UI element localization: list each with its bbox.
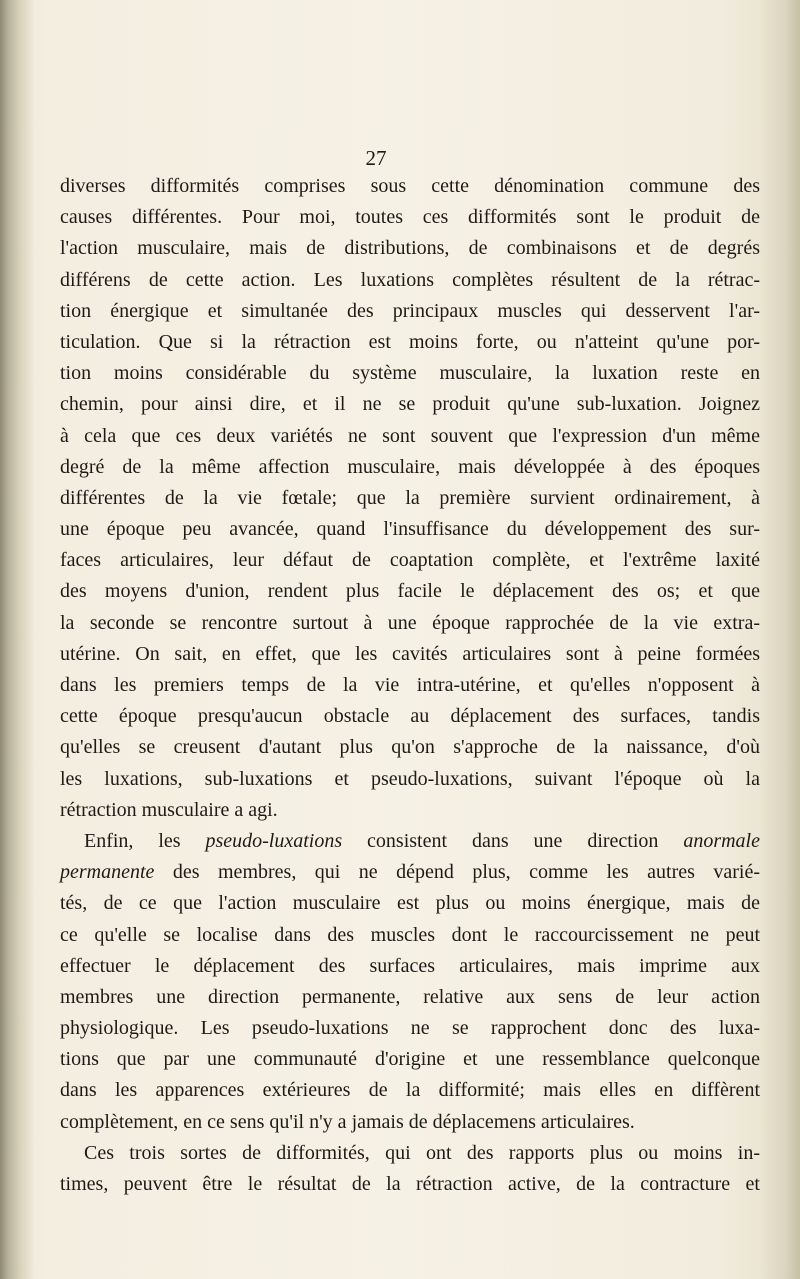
italic-term: pseudo-luxations <box>205 829 343 852</box>
text-line <box>60 1075 760 1106</box>
text-line <box>60 826 760 857</box>
text-segment: à cela que ces deux variétés ne sont souvent que l'expression d'un même <box>60 424 760 447</box>
text-line <box>60 171 760 202</box>
text-segment: physiologique. Les pseudo-luxations ne se rapprochent donc des luxa- <box>60 1017 760 1040</box>
text-segment: utérine. On sait, en effet, que les cavités articulaires sont à peine formées <box>60 642 760 665</box>
text-segment: une époque peu avancée, quand l'insuffisance du développement des sur- <box>60 518 760 541</box>
text-segment: ticulation. Que si la rétraction est moins forte, ou n'atteint qu'une por- <box>60 330 760 353</box>
text-line <box>60 732 760 763</box>
text-line <box>60 421 760 452</box>
text-line <box>60 857 760 888</box>
text-segment: les luxations, sub-luxations et pseudo-luxations, suivant l'époque où la <box>60 767 760 790</box>
text-line <box>60 670 760 701</box>
text-segment: cette époque presqu'aucun obstacle au déplacement des surfaces, tandis <box>60 705 760 728</box>
text-segment: diverses difformités comprises sous cette dénomination commune des <box>60 175 760 197</box>
text-segment: faces articulaires, leur défaut de coaptation complète, et l'extrême laxité <box>60 549 760 572</box>
text-line <box>60 701 760 732</box>
page-number: 27 <box>365 146 387 170</box>
page-edge-shadow <box>760 0 800 1279</box>
text-segment: dans les apparences extérieures de la difformité; mais elles en diffèrent <box>60 1079 760 1102</box>
text-line <box>60 233 760 264</box>
text-segment: tions que par une communauté d'origine et une ressemblance quelconque <box>60 1048 760 1071</box>
text-segment: times, peuvent être le résultat de la rétraction active, de la contracture et <box>60 1173 760 1195</box>
text-line <box>60 795 760 826</box>
text-line <box>60 296 760 327</box>
text-segment: effectuer le déplacement des surfaces articulaires, mais imprime aux <box>60 954 760 977</box>
text-line <box>60 920 760 951</box>
text-line <box>60 358 760 389</box>
text-segment: tés, de ce que l'action musculaire est plus ou moins énergique, mais de <box>60 892 760 915</box>
text-segment: causes différentes. Pour moi, toutes ces difformités sont le produit de <box>60 206 760 229</box>
text-segment: consistent dans une direction <box>342 829 684 852</box>
text-segment: des moyens d'union, rendent plus facile le déplacement des os; et que <box>60 580 760 603</box>
italic-term: anormale <box>683 829 760 852</box>
text-segment: Ces trois sortes de difformités, qui ont des rapports plus ou moins in- <box>84 1141 760 1164</box>
text-line <box>60 1138 760 1169</box>
body-text <box>60 171 760 1200</box>
text-line <box>60 1107 760 1138</box>
text-line <box>60 1013 760 1044</box>
text-line <box>60 483 760 514</box>
italic-term: permanente <box>60 861 155 884</box>
text-segment: des membres, qui ne dépend plus, comme les autres varié- <box>154 861 760 884</box>
text-segment: la seconde se rencontre surtout à une époque rapprochée de la vie extra- <box>60 611 760 634</box>
page-binding-shadow <box>0 0 34 1279</box>
text-segment: membres une direction permanente, relative aux sens de leur action <box>60 985 760 1008</box>
text-line <box>60 888 760 919</box>
text-line <box>60 389 760 420</box>
text-line <box>60 327 760 358</box>
text-line <box>60 514 760 545</box>
text-segment: Enfin, les <box>84 829 206 852</box>
text-line <box>60 982 760 1013</box>
text-line <box>60 639 760 670</box>
text-line <box>60 545 760 576</box>
text-line <box>60 265 760 296</box>
text-segment: différens de cette action. Les luxations complètes résultent de la rétrac- <box>60 268 760 291</box>
text-line <box>60 608 760 639</box>
text-segment: chemin, pour ainsi dire, et il ne se produit qu'une sub-luxation. Joignez <box>60 393 760 416</box>
text-line <box>60 202 760 233</box>
text-segment: dans les premiers temps de la vie intra-utérine, et qu'elles n'opposent à <box>60 674 760 696</box>
text-line <box>60 764 760 795</box>
text-line <box>60 1169 760 1200</box>
text-segment: ce qu'elle se localise dans des muscles dont le raccourcissement ne peut <box>60 923 760 946</box>
text-segment: complètement, en ce sens qu'il n'y a jamais de déplacemens articulaires. <box>60 1110 635 1133</box>
text-segment: qu'elles se creusent d'autant plus qu'on s'approche de la naissance, d'où <box>60 736 760 759</box>
text-segment: l'action musculaire, mais de distributions, de combinaisons et de degrés <box>60 237 760 260</box>
text-segment: rétraction musculaire a agi. <box>60 798 278 821</box>
text-line <box>60 452 760 483</box>
text-segment: tion moins considérable du système musculaire, la luxation reste en <box>60 362 760 385</box>
text-line <box>60 576 760 607</box>
text-segment: tion énergique et simultanée des principaux muscles qui desservent l'ar- <box>60 299 760 322</box>
text-line <box>60 1044 760 1075</box>
text-segment: degré de la même affection musculaire, mais développée à des époques <box>60 455 760 478</box>
text-segment: différentes de la vie fœtale; que la première survient ordinairement, à <box>60 486 760 509</box>
text-line <box>60 951 760 982</box>
